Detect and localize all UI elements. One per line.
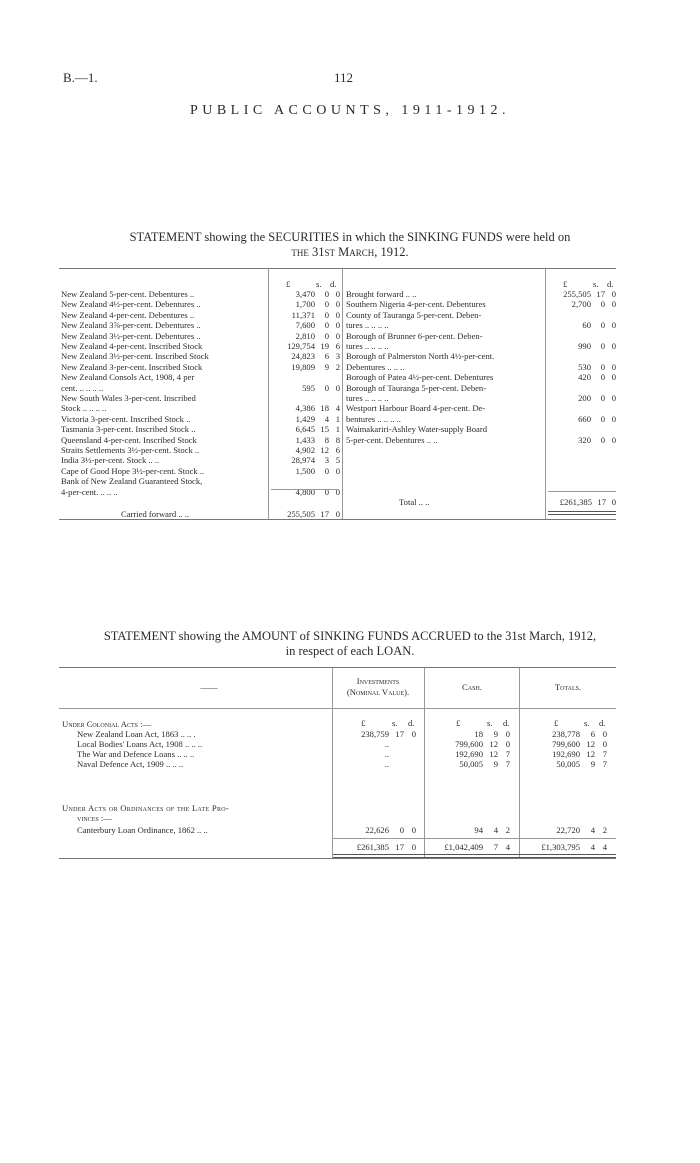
security-pence: 0 xyxy=(611,341,616,351)
grand-total-pence: 4 xyxy=(602,842,607,852)
security-label: New Zealand 4-per-cent. Debentures .. xyxy=(61,309,195,320)
security-pounds: 60 xyxy=(582,320,591,331)
security-shillings: 0 xyxy=(324,382,329,393)
security-pence: 0 xyxy=(611,299,616,310)
totals-rule xyxy=(333,838,616,839)
security-pence: 6 xyxy=(335,445,340,455)
investments-shillings: 0 xyxy=(399,825,404,835)
total-label: Total .. .. xyxy=(399,497,430,507)
loan-label: Local Bodies' Loans Act, 1908 .. .. .. xyxy=(77,739,203,749)
security-shillings: 0 xyxy=(324,299,329,310)
security-label: tures .. .. .. .. xyxy=(346,341,389,351)
investments-pounds: 22,626 xyxy=(365,825,389,835)
tot-shilling-header: s. xyxy=(584,718,590,728)
pence-header: d. xyxy=(330,279,337,289)
security-label: Queensland 4-per-cent. Inscribed Stock xyxy=(61,434,197,445)
cash-pence: 0 xyxy=(505,739,510,749)
security-shillings: 12 xyxy=(320,445,329,455)
tot-pence-header: d. xyxy=(599,718,606,728)
page-title: PUBLIC ACCOUNTS, 1911-1912. xyxy=(189,103,511,118)
security-pence: 0 xyxy=(611,413,616,424)
pence-header: d. xyxy=(607,279,614,289)
total-pence: 0 xyxy=(602,729,607,739)
security-label: cent. .. .. .. .. xyxy=(61,382,104,393)
total-pence: 7 xyxy=(602,749,607,759)
grand-investments-shillings: 17 xyxy=(395,842,404,852)
security-pounds: 129,754 xyxy=(287,341,315,351)
cash-shillings: 9 xyxy=(493,729,498,739)
security-shillings: 3 xyxy=(324,455,329,466)
carried-forward-pounds: 255,505 xyxy=(287,509,315,519)
security-label: New Zealand 3-per-cent. Inscribed Stock xyxy=(61,361,203,372)
security-label: New Zealand 3½-per-cent. Inscribed Stock xyxy=(61,351,209,362)
grand-investments-pence: 0 xyxy=(411,842,416,852)
statement1-heading-line1: STATEMENT showing the SECURITIES in which the SINKING FUNDS were held on xyxy=(129,230,571,244)
cash-pounds: 50,005 xyxy=(459,759,483,769)
shilling-header: s. xyxy=(593,279,599,289)
security-shillings: 6 xyxy=(324,351,329,362)
cash-shillings: 9 xyxy=(493,759,498,769)
grand-cash-pounds: £1,042,409 xyxy=(444,842,483,852)
cash-header: Cash. xyxy=(462,682,482,692)
security-shillings: 15 xyxy=(320,424,329,435)
investments-pence: 0 xyxy=(411,825,416,835)
loan-label: The War and Defence Loans .. .. .. xyxy=(77,749,195,759)
security-label: Borough of Brunner 6-per-cent. Deben- xyxy=(346,330,483,341)
security-pounds: 1,700 xyxy=(295,299,315,310)
security-label: Brought forward .. .. xyxy=(346,289,417,299)
security-shillings: 0 xyxy=(324,465,329,476)
total-rule xyxy=(548,491,616,492)
grand-total-shillings: 4 xyxy=(590,842,595,852)
security-shillings: 17 xyxy=(596,289,605,299)
security-pence: 0 xyxy=(611,320,616,331)
total-pounds: 50,005 xyxy=(556,759,580,769)
security-pounds: 24,823 xyxy=(291,351,315,362)
investments-pounds: 238,759 xyxy=(361,729,389,739)
total-pence: 2 xyxy=(602,825,607,835)
security-label: Southern Nigeria 4-per-cent. Debentures xyxy=(346,299,486,310)
security-pence: 1 xyxy=(335,424,340,435)
grand-cash-pence: 4 xyxy=(505,842,510,852)
page-reference: B.—1. xyxy=(63,70,98,85)
col-divider xyxy=(342,269,343,519)
investments-shillings: 17 xyxy=(395,729,404,739)
security-shillings: 0 xyxy=(324,309,329,320)
carried-forward-shillings: 17 xyxy=(320,509,329,519)
security-label: tures .. .. .. .. xyxy=(346,320,389,331)
cash-pounds: 18 xyxy=(474,729,483,739)
security-pence: 4 xyxy=(335,403,340,414)
investments-pounds: .. xyxy=(384,759,389,769)
security-pence: 6 xyxy=(335,341,340,351)
loan-label: Canterbury Loan Ordinance, 1862 .. .. xyxy=(77,825,208,835)
security-pounds: 2,810 xyxy=(295,330,315,341)
security-pence: 0 xyxy=(611,361,616,372)
security-pounds: 4,902 xyxy=(295,445,315,455)
security-pounds: 4,386 xyxy=(295,403,315,414)
cash-pence: 2 xyxy=(505,825,510,835)
security-shillings: 0 xyxy=(600,361,605,372)
group2-title-cont: vinces :— xyxy=(77,813,112,823)
total-shillings: 17 xyxy=(597,497,606,507)
total-shillings: 12 xyxy=(586,739,595,749)
grand-cash-shillings: 7 xyxy=(493,842,498,852)
totals-double-rule xyxy=(333,854,616,858)
security-shillings: 0 xyxy=(600,413,605,424)
security-pounds: 2,700 xyxy=(571,299,591,310)
security-pounds: 1,500 xyxy=(295,465,315,476)
total-pounds: £261,385 xyxy=(559,497,592,507)
total-pence: 0 xyxy=(602,739,607,749)
security-label: Straits Settlements 3½-per-cent. Stock .. xyxy=(61,445,200,455)
security-pence: 1 xyxy=(335,413,340,424)
security-shillings: 18 xyxy=(320,403,329,414)
investments-pounds: .. xyxy=(384,739,389,749)
security-shillings: 0 xyxy=(600,299,605,310)
totals-header: Totals. xyxy=(554,682,582,692)
security-pounds: 1,429 xyxy=(295,413,315,424)
total-pounds: 22,720 xyxy=(556,825,580,835)
total-shillings: 6 xyxy=(590,729,595,739)
security-label: New Zealand 4-per-cent. Inscribed Stock xyxy=(61,341,203,351)
investments-pence: 0 xyxy=(411,729,416,739)
pound-header: £ xyxy=(286,279,291,289)
security-shillings: 0 xyxy=(324,330,329,341)
security-pounds: 420 xyxy=(578,372,591,383)
page-number: 112 xyxy=(334,70,354,85)
security-shillings: 4 xyxy=(324,413,329,424)
security-pence: 0 xyxy=(335,299,340,310)
security-shillings: 19 xyxy=(320,341,329,351)
total-pounds: 799,600 xyxy=(552,739,580,749)
security-pounds: 3,470 xyxy=(295,289,315,299)
security-pounds: 990 xyxy=(578,341,591,351)
security-pounds: 6,645 xyxy=(295,424,315,435)
grand-total-pounds: £1,303,795 xyxy=(541,842,580,852)
security-label: Waimakariri-Ashley Water-supply Board xyxy=(346,424,487,435)
grand-investments-pounds: £261,385 xyxy=(356,842,389,852)
security-pence: 0 xyxy=(611,434,616,445)
cash-pence: 7 xyxy=(505,759,510,769)
security-label: Bank of New Zealand Guaranteed Stock, xyxy=(61,476,203,487)
security-shillings: 9 xyxy=(324,361,329,372)
security-shillings: 0 xyxy=(600,393,605,403)
security-pounds: 4,800 xyxy=(295,486,315,497)
security-label: New Zealand 3⅞-per-cent. Debentures .. xyxy=(61,320,201,331)
total-shillings: 9 xyxy=(590,759,595,769)
total-shillings: 4 xyxy=(590,825,595,835)
security-pence: 0 xyxy=(611,372,616,383)
investments-header-line1: Investments xyxy=(356,676,400,686)
loan-label: New Zealand Loan Act, 1863 .. .. . xyxy=(77,729,196,739)
statement1-heading-line2: the 31st March, 1912. xyxy=(291,245,409,259)
security-pence: 8 xyxy=(335,434,340,445)
inv-shilling-header: s. xyxy=(392,718,398,728)
carried-forward-pence: 0 xyxy=(335,509,340,519)
cash-pence: 7 xyxy=(505,749,510,759)
security-pounds: 660 xyxy=(578,413,591,424)
security-pounds: 19,809 xyxy=(291,361,315,372)
cash-pounds: 94 xyxy=(474,825,483,835)
security-pounds: 1,433 xyxy=(295,434,315,445)
security-pence: 2 xyxy=(335,361,340,372)
security-label: 5-per-cent. Debentures .. .. xyxy=(346,434,438,445)
security-pence: 0 xyxy=(611,393,616,403)
statement1-heading xyxy=(60,230,640,260)
security-pence: 0 xyxy=(335,320,340,331)
security-label: Borough of Tauranga 5-per-cent. Deben- xyxy=(346,382,487,393)
tot-pound-header: £ xyxy=(554,718,559,728)
security-label: New Zealand 3½-per-cent. Debentures .. xyxy=(61,330,201,341)
security-pounds: 200 xyxy=(578,393,591,403)
cash-shilling-header: s. xyxy=(487,718,493,728)
security-label: India 3½-per-cent. Stock .. .. xyxy=(61,455,160,466)
security-pounds: 28,974 xyxy=(291,455,315,466)
total-pounds: 238,778 xyxy=(552,729,580,739)
security-label: Stock .. .. .. .. xyxy=(61,403,107,414)
security-label: tures .. .. .. .. xyxy=(346,393,389,403)
subtotal-rule xyxy=(271,489,339,490)
cash-pound-header: £ xyxy=(456,718,461,728)
total-pence: 0 xyxy=(611,497,616,507)
security-shillings: 0 xyxy=(324,486,329,497)
cash-pence-header: d. xyxy=(503,718,510,728)
cash-shillings: 12 xyxy=(489,749,498,759)
security-pounds: 255,505 xyxy=(563,289,591,299)
pound-header: £ xyxy=(563,279,568,289)
security-pence: 0 xyxy=(335,465,340,476)
security-label: County of Tauranga 5-per-cent. Deben- xyxy=(346,309,482,320)
security-pence: 0 xyxy=(335,289,340,299)
security-pounds: 11,371 xyxy=(291,309,315,320)
security-label: bentures .. .. .. .. xyxy=(346,413,401,424)
label-column-header: —— xyxy=(200,682,218,692)
security-pounds: 595 xyxy=(302,382,315,393)
security-label: Debentures .. .. .. xyxy=(346,361,405,372)
group2-title: Under Acts or Ordinances of the Late Pro- xyxy=(62,803,230,813)
shilling-header: s. xyxy=(316,279,322,289)
statement2-heading-line1: STATEMENT showing the AMOUNT of SINKING FUNDS ACCRUED to the 31st March, 1912, xyxy=(103,629,597,643)
cash-pence: 0 xyxy=(505,729,510,739)
security-shillings: 8 xyxy=(324,434,329,445)
total-pounds: 192,690 xyxy=(552,749,580,759)
statement2-heading-line2: in respect of each LOAN. xyxy=(285,644,415,658)
security-label: Victoria 3-per-cent. Inscribed Stock .. xyxy=(61,413,191,424)
security-pence: 5 xyxy=(335,455,340,466)
investments-header xyxy=(333,676,423,698)
investments-pounds: .. xyxy=(384,749,389,759)
security-pence: 0 xyxy=(335,382,340,393)
security-label: Borough of Palmerston North 4½-per-cent. xyxy=(346,351,495,362)
cash-pounds: 192,690 xyxy=(455,749,483,759)
investments-header-line2: (Nominal Value). xyxy=(346,687,410,697)
security-shillings: 0 xyxy=(324,320,329,331)
cash-pounds: 799,600 xyxy=(455,739,483,749)
security-label: Cape of Good Hope 3½-per-cent. Stock .. xyxy=(61,465,205,476)
security-pence: 0 xyxy=(335,486,340,497)
carried-forward-label: Carried forward .. .. xyxy=(121,509,190,519)
total-double-rule xyxy=(548,511,616,515)
security-pence: 0 xyxy=(611,289,616,299)
security-label: 4-per-cent. .. .. .. xyxy=(61,486,118,497)
security-pounds: 320 xyxy=(578,434,591,445)
security-label: New Zealand 4½-per-cent. Debentures .. xyxy=(61,299,201,310)
security-label: Tasmania 3-per-cent. Inscribed Stock .. xyxy=(61,424,196,435)
inv-pound-header: £ xyxy=(361,718,366,728)
security-shillings: 0 xyxy=(324,289,329,299)
security-label: New Zealand Consols Act, 1908, 4 per xyxy=(61,372,195,383)
security-shillings: 0 xyxy=(600,320,605,331)
col-divider xyxy=(519,668,520,858)
security-pence: 3 xyxy=(335,351,340,362)
security-label: New South Wales 3-per-cent. Inscribed xyxy=(61,393,196,403)
security-pence: 0 xyxy=(335,309,340,320)
security-label: New Zealand 5-per-cent. Debentures .. xyxy=(61,289,195,299)
loan-label: Naval Defence Act, 1909 .. .. .. xyxy=(77,759,184,769)
total-pence: 7 xyxy=(602,759,607,769)
sinking-funds-table xyxy=(59,667,616,859)
security-pence: 0 xyxy=(335,330,340,341)
total-shillings: 12 xyxy=(586,749,595,759)
inv-pence-header: d. xyxy=(408,718,415,728)
cash-shillings: 4 xyxy=(493,825,498,835)
security-shillings: 0 xyxy=(600,341,605,351)
statement2-heading xyxy=(60,629,640,659)
security-pounds: 7,600 xyxy=(295,320,315,331)
securities-table xyxy=(59,268,616,520)
group1-title: Under Colonial Acts :— xyxy=(62,719,152,729)
col-divider xyxy=(424,668,425,858)
security-shillings: 0 xyxy=(600,372,605,383)
cash-shillings: 12 xyxy=(489,739,498,749)
security-shillings: 0 xyxy=(600,434,605,445)
security-label: Borough of Patea 4½-per-cent. Debentures xyxy=(346,372,494,383)
security-pounds: 530 xyxy=(578,361,591,372)
security-label: Westport Harbour Board 4-per-cent. De- xyxy=(346,403,486,414)
header-rule xyxy=(59,708,616,709)
